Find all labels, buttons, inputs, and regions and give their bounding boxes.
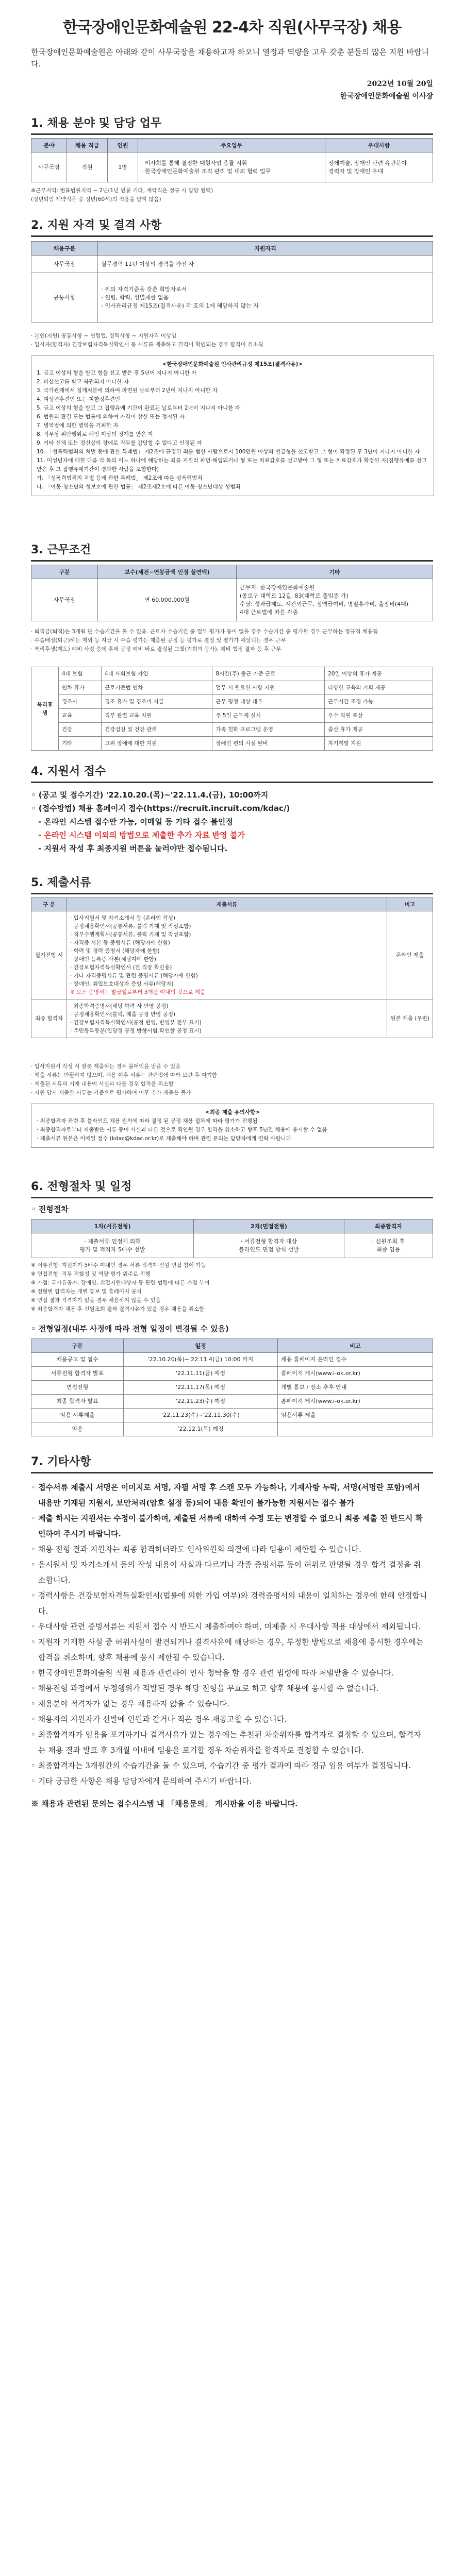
sched-cell: '22.11.23(수)~'22.11.30(수) xyxy=(124,1409,278,1422)
col-count: 인원 xyxy=(108,139,138,152)
cell-grade: 직원 xyxy=(67,152,108,182)
process-flow-wrap xyxy=(31,1219,433,1258)
closing-note: ※ 채용과 관련된 문의는 접수시스템 내 「채용문의」 게시판을 이용 바랍니다. xyxy=(31,1799,298,1808)
schedule-table-wrap xyxy=(31,1338,433,1436)
cond-pay: 연 60,000,000원 xyxy=(98,579,237,621)
flow-note: ※ 가점: 국가유공자, 장애인, 취업지원대상자 등 관련 법령에 따른 가점 부여 xyxy=(31,1280,210,1286)
etc-line-2: (종로구 대학로 12길, 83(대학로 출입증 가) xyxy=(240,592,349,599)
sched-cell: 개별 통보 / 장소 추후 안내 xyxy=(278,1381,433,1395)
col-doc-list: 제출서류 xyxy=(67,898,387,911)
flow-desc-line: 블라인드 면접 방식 선발 xyxy=(239,1246,299,1253)
s2-bullet-2: · 입사자(합격자) 건강보험자격득실확인서 등 서류를 제출하고 결격이 확인되는 경우 합격이 취소됨 xyxy=(31,342,263,348)
doc-item: · 최종학력증명서(해당 학력 사 반영 공정) xyxy=(70,1003,169,1009)
col-kind: 구분 xyxy=(31,565,98,579)
s3-note-2: · 수습배정(퇴근)하는 제외 등 지급 시 수습 평가는 제출된 공정 등 평가로 결정 및 평가가 예상되는 경우 근무 xyxy=(31,637,286,643)
flow-stage: 최종합격자 xyxy=(344,1219,433,1233)
benefit-cell: 건강 xyxy=(59,723,102,737)
cell-count: 1명 xyxy=(108,152,138,182)
benefit-cell: 교육 xyxy=(59,709,102,723)
disq-item: 4. 피성년후견인 또는 피한정후견인 xyxy=(37,396,121,402)
s5-note: · 입사지원서 작성 시 잘못 제출하는 경우 불이익을 받을 수 있음 xyxy=(31,1063,181,1070)
benefit-cell: 경조 휴가 및 경조비 지급 xyxy=(102,695,212,709)
row2-label: 공통사항 xyxy=(31,273,98,323)
col-sched-kind: 구분 xyxy=(31,1339,124,1353)
sched-cell: '22.11.11(금) 예정 xyxy=(124,1367,278,1381)
benefit-cell: 가족 친화 프로그램 운영 xyxy=(212,723,325,737)
sched-cell: 면접전형 xyxy=(31,1381,124,1395)
row2-line-2: - 연령, 학력, 성별제한 없음 xyxy=(101,294,169,301)
sched-cell: 채용 홈페이지 온라인 접수 xyxy=(278,1353,433,1367)
disqualification-box xyxy=(31,355,434,496)
doc-item: · 건강보험자격득실확인서 (전 직장 확인용) xyxy=(70,964,172,971)
flow-desc-line: · 서류전형 합격자 대상 xyxy=(240,1238,297,1245)
disq-item: 1. 금고 이상의 형을 받고 형을 선고 받은 후 5년이 지나지 아니한 자 xyxy=(37,370,197,376)
benefit-cell: 고위 장애에 대한 지원 xyxy=(102,737,212,751)
col-sched-note: 비고 xyxy=(278,1339,433,1353)
disq-item: 5. 금고 이상의 형을 받고 그 집행유예 기간이 완료된 날로부터 2년이 지나지 아니한 자 xyxy=(37,405,240,411)
disq-item: 나. 「아동·청소년의 성보호에 관한 법률」 제2조제2호에 따른 아동·청소년대상 성범죄 xyxy=(37,484,241,490)
doc-item: · 학력 및 경력 증명서 (해당자에 한함) xyxy=(70,948,160,954)
section-2-heading: 2. 지원 자격 및 결격 사항 xyxy=(31,216,433,237)
misc-item: ◦ 채용전형 과정에서 부정행위가 적발된 경우 해당 전형을 무효로 하고 향후 채용에 응시할 수 없습니다. xyxy=(31,1684,379,1693)
duty-line-2: · 한국장애인문화예술원 조직 관리 및 대외 협력 업무 xyxy=(141,167,271,175)
disq-item: 11. 미성년자에 대한 다음 각 목의 어느 하나에 해당하는 죄를 저질러 파면·해임되거나 형 또는 치료감호를 선고받아 그 형 또는 치료감호가 확정된 자(집행유예를 선고받은 후 그 집행유예기간이 경과한 사람을 포함한다) xyxy=(37,457,427,472)
s3-note-3: · 복리후생(제도) 예비 사정 중에 후에 공정 예비 바로 결정된 그룹(기회의 동사), 예비 협정 결과 등 후 근무 xyxy=(31,646,281,652)
sched-cell xyxy=(278,1422,433,1436)
misc-item: ◦ 응시원서 및 자기소개서 등의 작성 내용이 사실과 다르거나 각종 증빙서류 등이 허위로 판명될 경우 합격 결정을 취소합니다. xyxy=(31,1560,421,1585)
benefit-cell: 근로기준법 연차 xyxy=(102,681,212,695)
flow-desc-line: · 신원조회 후 xyxy=(372,1238,405,1245)
pref-line-2: 경력자 및 장애인 우대 xyxy=(328,167,384,175)
notice-org: 한국장애인문화예술원 이사장 xyxy=(340,92,433,100)
disq-item: 10. 「성폭력범죄의 처벌 등에 관한 특례법」 제2조에 규정된 죄를 범한 사람으로서 100만원 이상의 벌금형을 선고받고 그 형이 확정된 후 3년이 지나지 아니한 자 xyxy=(37,449,420,455)
cond-label: 사무국장 xyxy=(31,579,98,621)
disq-item: 7. 병역법에 의한 병역을 기피한 자 xyxy=(37,422,119,429)
flow-desc xyxy=(344,1233,433,1258)
s2-bullet-1: · 본인(지원) 공통사항 ~ 연령업, 경력사항 ~ 지원자격 이상임 xyxy=(31,333,177,339)
flow-stage: 2차(면접전형) xyxy=(194,1219,344,1233)
benefit-cell: 근무시간 조정 가능 xyxy=(325,695,433,709)
documents-table xyxy=(31,897,433,1038)
col-doc-type: 구 분 xyxy=(31,898,67,911)
final-box-title: <최종 제출 유의사항> xyxy=(205,1109,260,1115)
col-qual: 지원자격 xyxy=(98,242,433,256)
misc-item: ◦ 접수서류 제출시 서명은 이미지로 서명, 자필 서명 후 스캔 모두 가능하나, 기재사항 누락, 서명(서명란 포함)에서 내용만 기재된 지원서, 보안처리(암호 설정 등)되어 내용 확인이 불가능한 지원서는 접수 불가 xyxy=(31,1483,420,1507)
benefit-cell: 경조사 xyxy=(59,695,102,709)
misc-item: ◦ 최종합격자는 3개월간의 수습기간을 둘 수 있으며, 수습기간 중 평가 결과에 따라 정규 임용 여부가 결정됩니다. xyxy=(31,1761,411,1770)
section-5-table-wrap xyxy=(31,897,433,1038)
col-doc-note: 비고 xyxy=(387,898,433,911)
doc-item: · 주민등록등본(입당정 공정 방향서험 확인할 공정 표시) xyxy=(70,1028,202,1034)
col-etc: 기타 xyxy=(237,565,433,579)
misc-item: ◦ 지원자 기재한 사실 중 허위사실이 발견되거나 결격사유에 해당하는 경우, 부정한 방법으로 채용에 응시한 경우에는 합격을 취소하며, 향후 채용에 응시 제한될 수 있습니다. xyxy=(31,1637,424,1662)
benefit-cell: 4대 사회보험 가입 xyxy=(102,667,212,681)
sched-cell: 홈페이지 게시(www.i-ok.or.kr) xyxy=(278,1367,433,1381)
col-duty: 주요업무 xyxy=(138,139,325,152)
doc-group-2-list xyxy=(67,999,387,1038)
benefit-cell: 기타 xyxy=(59,737,102,751)
doc-item: · 직무수행계획서(공통서류, 블릭 기재 및 작성포함) xyxy=(70,931,191,938)
benefit-cell: 출산 휴가 제공 xyxy=(325,723,433,737)
pref-line-1: 장애예술, 장애인 관련 유관분야 xyxy=(328,159,407,166)
sched-cell: 홈페이지 게시(www.i-ok.or.kr) xyxy=(278,1395,433,1409)
sched-cell: 서류전형 합격자 발표 xyxy=(31,1367,124,1381)
flow-note: ※ 서류전형: 지원자가 5배수 이내인 경우 서류 적격자 전원 면접 참여 가능 xyxy=(31,1262,206,1268)
section-1-heading: 1. 채용 분야 및 담당 업무 xyxy=(31,114,433,135)
flow-note: ※ 전형별 합격자는 개별 통보 및 홈페이지 공지 xyxy=(31,1289,142,1295)
misc-list xyxy=(31,1480,428,1811)
process-subheading: ◦ 전형절차 xyxy=(31,1205,69,1214)
s1-note-2: (정년퇴임 계약직은 중 정년(60세)의 적용을 받지 않음) xyxy=(31,196,161,202)
process-notes xyxy=(31,1261,433,1314)
benefits-table-wrap xyxy=(31,667,433,751)
process-flow-table xyxy=(31,1219,433,1258)
disq-item: 가. 「성폭력범죄의 처벌 등에 관한 특례법」 제2조에 따른 성폭력범죄 xyxy=(37,475,203,481)
s5-note: · 제출 서류는 반환하지 않으며, 채용 이후 서류는 관련법에 따라 보관 후 파기함 xyxy=(31,1072,218,1078)
flow-note: ※ 면접 결과 적격자가 없을 경우 채용하지 않을 수 있음 xyxy=(31,1297,161,1303)
sched-cell: 채용공고 및 접수 xyxy=(31,1353,124,1367)
sched-cell: 최종 합격자 발표 xyxy=(31,1395,124,1409)
apply-period: ◦ (공고 및 접수기간) '22.10.20.(목)~'22.11.4.(금), 10:00까지 xyxy=(31,790,269,800)
apply-note-2: - 온라인 시스템 이외의 방법으로 제출한 추가 자료 반영 불가 xyxy=(38,831,245,840)
apply-note-1: - 온라인 시스템 접수만 가능, 이메일 등 기타 접수 불인정 xyxy=(38,817,233,826)
qualification-table xyxy=(31,241,433,323)
s3-note-1: · 퇴직금(퇴직)는 3개월 단 수습기간을 둘 수 있음. 근로자 수습기간 중 업무 평가가 등이 없을 경우 수습기간 중 평가할 경우 근무하는 정규직 채용됨 xyxy=(31,629,378,635)
benefit-cell: 4대 보험 xyxy=(59,667,102,681)
application-info xyxy=(31,788,433,855)
flow-desc-line: 평가 및 적격자 5배수 선발 xyxy=(79,1246,145,1253)
section-1-notes xyxy=(31,187,433,204)
s5-note: · 제출된 서류의 기재 내용이 사실과 다를 경우 합격을 취소함 xyxy=(31,1081,174,1087)
misc-item: ◦ 기타 궁금한 사항은 채용 담당자에게 문의하여 주시기 바랍니다. xyxy=(31,1776,252,1786)
s5-note: · 지원 당시 제출한 서류는 기준으로 평가하며 이후 추가 제출은 불가 xyxy=(31,1090,191,1096)
benefits-table xyxy=(31,667,433,751)
misc-item: ◦ 채용분야 적격자가 없는 경우 채용하지 않을 수 있습니다. xyxy=(31,1699,230,1708)
benefits-label: 복리후생 xyxy=(31,667,59,751)
benefit-cell: 건강검진 및 건강 관리 xyxy=(102,723,212,737)
doc-group-2: 최종 합격자 xyxy=(31,999,67,1038)
doc-group-1-list xyxy=(67,911,387,999)
cell-pref xyxy=(325,152,433,182)
disq-item: 2. 파산선고를 받고 복권되지 아니한 자 xyxy=(37,379,129,385)
recruit-field-table xyxy=(31,138,433,182)
misc-item: ◦ 제출 하시는 지원서는 수정이 불가하며, 제출된 서류에 대하여 수정 또는 변경할 수 없으니 최종 제출 전 반드시 확인하여 주시기 바랍니다. xyxy=(31,1514,423,1538)
doc-item: · 입사지원서 및 자기소개서 등 (온라인 작성) xyxy=(70,915,175,921)
benefit-cell: 자기계발 지원 xyxy=(325,737,433,751)
benefit-cell: 근무 평정 대상 대우 xyxy=(212,695,325,709)
row2-line-1: · 위의 자격기준을 갖춘 희망자로서 xyxy=(101,285,187,293)
etc-line-4: 4대 근로법에 따른 각종 xyxy=(240,608,299,616)
flow-note: ※ 최종합격자 채용 후 신원조회 결과 결격사유가 있을 경우 채용을 취소함 xyxy=(31,1306,205,1312)
doc-item: · 자격증 사본 등 증빙서류 (해당자에 한함) xyxy=(70,940,170,946)
section-3-heading: 3. 근무조건 xyxy=(31,541,433,562)
col-pref: 우대사항 xyxy=(325,139,433,152)
doc-item: · 건강보험자격득실확인서(공정 반영, 반영분 전부 표기) xyxy=(70,1020,202,1026)
doc-item: · 기타 자격증명서류 및 관련 증명서류 (해당자에 한함) xyxy=(70,973,198,979)
section-5-notes xyxy=(31,1062,433,1097)
duty-line-1: · 이사회를 통해 결정한 대형사업 총괄 지휘 xyxy=(141,159,247,166)
col-field: 분야 xyxy=(31,139,67,152)
disq-item: 8. 직무상 위반행위로 해임 이상의 징계를 받은 자 xyxy=(37,431,154,437)
misc-item: ◦ 채용자의 지원자가 선발에 인원과 같거나 적은 경우 재공고할 수 있습니다. xyxy=(31,1715,287,1724)
benefit-cell: 주 5일 근무제 실시 xyxy=(212,709,325,723)
section-4-heading: 4. 지원서 접수 xyxy=(31,762,433,783)
sched-cell: '22.11.23(수) 예정 xyxy=(124,1395,278,1409)
col-type: 채용구분 xyxy=(31,242,98,256)
cell-field: 사무국장 xyxy=(31,152,67,182)
flow-desc-line: 최종 임용 xyxy=(376,1246,401,1253)
final-box-line: · 최종합격자로부터 제출받은 서류 등이 사실과 다른 것으로 확인될 경우 합격을 취소하고 향후 5년간 채용에 응시할 수 없음 xyxy=(37,1127,327,1133)
etc-line-1: 근무지: 한국장애인문화예술원 xyxy=(240,584,315,591)
sched-cell: 임용서류 제출 xyxy=(278,1409,433,1422)
disq-item: 6. 법원의 판결 또는 법률에 의하여 자격이 상실 또는 정지된 자 xyxy=(37,414,185,420)
flow-desc-line: · 제출서류 인정에 의해 xyxy=(84,1238,141,1245)
s1-note-1: ※근무지역: 법률법원지역 ~ 2년(1년 연봉 기타, 계약직은 정규 시 담당 협력) xyxy=(31,188,213,194)
row2-line-3: - 인사관리규정 제15조(결격사유) 각 호의 1에 해당하지 않는 자 xyxy=(101,302,259,309)
misc-item: ◦ 한국장애인문화예술원 직원 채용과 관련하여 인사 청탁을 할 경우 관련 법령에 따라 처벌받을 수 있습니다. xyxy=(31,1668,394,1677)
benefit-cell: 연차 휴가 xyxy=(59,681,102,695)
benefit-cell: 다양한 교육의 기회 제공 xyxy=(325,681,433,695)
section-1-table-wrap xyxy=(31,138,433,182)
header xyxy=(31,14,433,37)
section-3-notes xyxy=(31,628,433,654)
disq-item: 9. 기타 신체 또는 정신상의 장애로 직무를 감당할 수 없다고 인정된 자 xyxy=(37,440,202,446)
benefit-cell: 직무 관련 교육 지원 xyxy=(102,709,212,723)
apply-method[interactable]: ◦ (접수방법) 채용 홈페이지 접수(https://recruit.incruit.com/kdac/) xyxy=(31,804,290,813)
section-5-heading: 5. 제출서류 xyxy=(31,874,433,894)
sched-cell: '22.11.17(목) 예정 xyxy=(124,1381,278,1395)
sched-cell: 임용 xyxy=(31,1422,124,1436)
section-7-heading: 7. 기타사항 xyxy=(31,1453,433,1473)
benefit-cell: 20일 이상의 휴가 제공 xyxy=(325,667,433,681)
apply-note-3: - 지원서 작성 후 최종지원 버튼을 눌러야만 접수됨니다. xyxy=(38,844,228,853)
sched-cell: 임용 서류제출 xyxy=(31,1409,124,1422)
row2-value xyxy=(98,273,433,323)
sched-cell: '22.10.20(목)~'22.11.4(금) 10:00 까지 xyxy=(124,1353,278,1367)
schedule-table xyxy=(31,1338,433,1436)
misc-item: ◦ 채용 전형 결과 지원자는 최종 합격하더라도 인사위원회 의결에 따라 임용이 제한될 수 있습니다. xyxy=(31,1545,361,1554)
doc-group-2-etc: 원본 제출 (우편) xyxy=(387,999,433,1038)
section-2-notes xyxy=(31,332,433,349)
misc-item: ◦ 우대사항 관련 증빙서류는 지원서 접수 시 반드시 제출하여야 하며, 미제출 시 우대사항 적용 대상에서 제외됩니다. xyxy=(31,1622,421,1631)
row1-value: 실무경력 11년 이상의 경력을 가진 자 xyxy=(98,256,433,273)
etc-line-3: 수당: 성과급제도, 시간외근무, 정액급여비, 명절휴가비, 출장비(4대) xyxy=(240,600,409,607)
col-pay: 보수(세전~연봉금액 인정 실연액) xyxy=(98,565,237,579)
col-grade: 채용 직급 xyxy=(67,139,108,152)
notice-date: 2022년 10월 20일 xyxy=(367,80,433,88)
doc-item: · 공정채용확인서(블릭, 제출 공정 반영 공정) xyxy=(70,1011,175,1018)
section-3-table-wrap xyxy=(31,565,433,621)
section-6-heading: 6. 전형절차 및 일정 xyxy=(31,1178,433,1198)
cond-etc xyxy=(237,579,433,621)
misc-item: ◦ 최종합격자가 임용을 포기하거나 결격사유가 있는 경우에는 추천된 차순위자를 합격자로 결정할 수 있으며, 합격자는 채용 결과 발표 후 3개월 이내에 임용을 포기할 경우 차순위자를 합격자로 결정할 수 있습니다. xyxy=(31,1730,421,1755)
flow-note: ※ 면접전형: 직무 적합성 및 역량 평가 위주로 진행 xyxy=(31,1271,151,1277)
intro-text: 한국장애인문화예술원은 아래와 같이 사무국장을 채용하고자 하오니 열정과 역량을 고루 갖춘 분들의 많은 지원 바랍니다. xyxy=(31,47,429,69)
disq-item: 3. 국가관계에서 징계처분에 의하여 파면된 날로부터 2년이 지나지 아니한 자 xyxy=(37,387,218,394)
benefit-cell: 장애인 편의 시설 완비 xyxy=(212,737,325,751)
cell-duty xyxy=(138,152,325,182)
final-box-line: · 최종합격자 관련 후 블라인드 채용 원칙에 따라 결정 된 공정 채용 절차에 따라 평가가 진행됨 xyxy=(37,1118,258,1124)
sched-cell: '22.12.1(목) 예정 xyxy=(124,1422,278,1436)
final-submit-box xyxy=(31,1104,434,1148)
col-sched-date: 일정 xyxy=(124,1339,278,1353)
schedule-subheading: ◦ 전형일정(내부 사정에 따라 전형 일정이 변경될 수 있음) xyxy=(31,1324,229,1333)
benefit-cell: 업무 시 필요한 사항 지원 xyxy=(212,681,325,695)
flow-stage: 1차(서류전형) xyxy=(31,1219,194,1233)
benefit-cell: 우수 직원 포상 xyxy=(325,709,433,723)
page-title: 한국장애인문화예술원 22-4차 직원(사무국장) 채용 xyxy=(62,19,402,37)
doc-item: · 공정채용확인서(공통서류, 블릭 기재 및 작성포함) xyxy=(70,923,191,929)
doc-item: · 장애인 등록증 사본(해당자에 한함) xyxy=(70,956,156,962)
misc-item: ◦ 경력사항은 건강보험자격득실확인서(법률에 의한 가입 여부)와 경력증명서의 내용이 일치하는 경우에 한해 인정합니다. xyxy=(31,1591,427,1616)
section-2-table-wrap xyxy=(31,241,433,323)
work-condition-table xyxy=(31,565,433,621)
row1-label: 사무국장 xyxy=(31,256,98,273)
disq-box-title: <한국장애인문화예술원 인사관리규정 제15조(결격사유)> xyxy=(162,361,303,367)
flow-desc xyxy=(31,1233,194,1258)
doc-group-1: 필기전형 시 xyxy=(31,911,67,999)
benefit-cell: 8시간(주) 출근 기준 근로 xyxy=(212,667,325,681)
flow-desc xyxy=(194,1233,344,1258)
doc-note: ※ 모든 증명서는 발급일로부터 3개월 이내의 것으로 제출 xyxy=(70,989,205,995)
doc-group-1-etc: 온라인 제출 xyxy=(387,911,433,999)
doc-item: · 장애인, 취업보호대상자 증빙 서류(해당자) xyxy=(70,981,174,987)
final-box-line: · 제출서류 원본은 이메일 접수 (kdac@kdac.or.kr)로 제출해야 하며 관련 문의는 담당자에게 연락 바랍니다 xyxy=(37,1136,291,1142)
